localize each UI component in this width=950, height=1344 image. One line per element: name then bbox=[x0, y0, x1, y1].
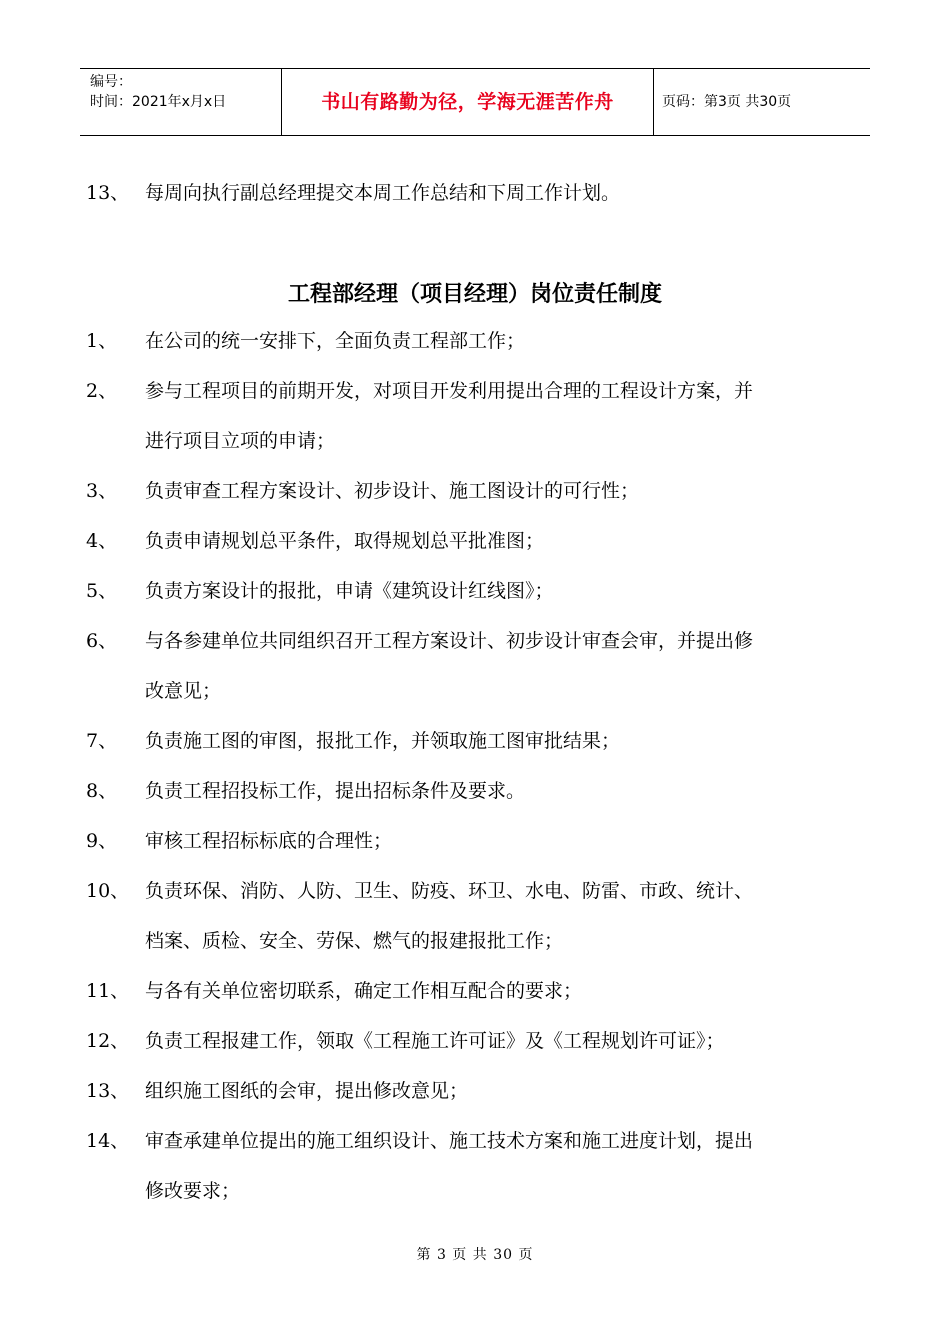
page-footer: 第 3 页 共 30 页 bbox=[416, 1247, 534, 1263]
item-number: 9、 bbox=[86, 830, 118, 852]
item-text: 审查承建单位提出的施工组织设计、施工技术方案和施工进度计划，提出 bbox=[145, 1130, 754, 1152]
item-text: 每周向执行副总经理提交本周工作总结和下周工作计划。 bbox=[145, 182, 621, 204]
doc-time-label: 时间：2021年x月x日 bbox=[90, 94, 227, 110]
item-text: 参与工程项目的前期开发，对项目开发利用提出合理的工程设计方案，并 bbox=[145, 380, 754, 402]
item-number: 11、 bbox=[86, 980, 130, 1002]
item-text: 负责工程报建工作，领取《工程施工许可证》及《工程规划许可证》； bbox=[145, 1030, 725, 1052]
header-table bbox=[80, 68, 870, 136]
item-text: 负责审查工程方案设计、初步设计、施工图设计的可行性； bbox=[145, 480, 640, 502]
item-number: 2、 bbox=[86, 380, 118, 402]
item-number: 6、 bbox=[86, 630, 118, 652]
item-text: 在公司的统一安排下，全面负责工程部工作； bbox=[145, 330, 526, 352]
item-number: 14、 bbox=[86, 1130, 130, 1152]
item-text: 与各参建单位共同组织召开工程方案设计、初步设计审查会审，并提出修 bbox=[145, 630, 754, 652]
header-motto: 书山有路勤为径，学海无涯苦作舟 bbox=[281, 69, 654, 135]
item-text: 负责环保、消防、人防、卫生、防疫、环卫、水电、防雷、市政、统计、 bbox=[145, 880, 754, 902]
header-meta bbox=[80, 69, 281, 135]
item-number: 10、 bbox=[86, 880, 130, 902]
item-number: 13、 bbox=[86, 1080, 130, 1102]
item-text-continuation: 修改要求； bbox=[145, 1180, 241, 1202]
item-text: 负责施工图的审图，报批工作，并领取施工图审批结果； bbox=[145, 730, 621, 752]
item-text-continuation: 档案、质检、安全、劳保、燃气的报建报批工作； bbox=[145, 930, 564, 952]
item-text: 负责方案设计的报批，申请《建筑设计红线图》； bbox=[145, 580, 554, 602]
item-number: 7、 bbox=[86, 730, 118, 752]
item-number: 12、 bbox=[86, 1030, 130, 1052]
item-number: 13、 bbox=[86, 182, 130, 204]
item-number: 8、 bbox=[86, 780, 118, 802]
item-text: 负责工程招投标工作，提出招标条件及要求。 bbox=[145, 780, 526, 802]
item-text: 与各有关单位密切联系，确定工作相互配合的要求； bbox=[145, 980, 583, 1002]
item-text-continuation: 改意见； bbox=[145, 680, 222, 702]
item-text: 审核工程招标标底的合理性； bbox=[145, 830, 393, 852]
doc-number-label: 编号： bbox=[90, 74, 132, 90]
item-text-continuation: 进行项目立项的申请； bbox=[145, 430, 336, 452]
header-page-info bbox=[654, 69, 870, 135]
item-number: 1、 bbox=[86, 330, 118, 352]
item-number: 3、 bbox=[86, 480, 118, 502]
item-text: 组织施工图纸的会审，提出修改意见； bbox=[145, 1080, 469, 1102]
header-page-info-text: 页码：第3页 共30页 bbox=[662, 94, 792, 110]
section-title: 工程部经理（项目经理）岗位责任制度 bbox=[287, 281, 662, 307]
item-number: 4、 bbox=[86, 530, 118, 552]
item-text: 负责申请规划总平条件，取得规划总平批准图； bbox=[145, 530, 545, 552]
item-number: 5、 bbox=[86, 580, 118, 602]
